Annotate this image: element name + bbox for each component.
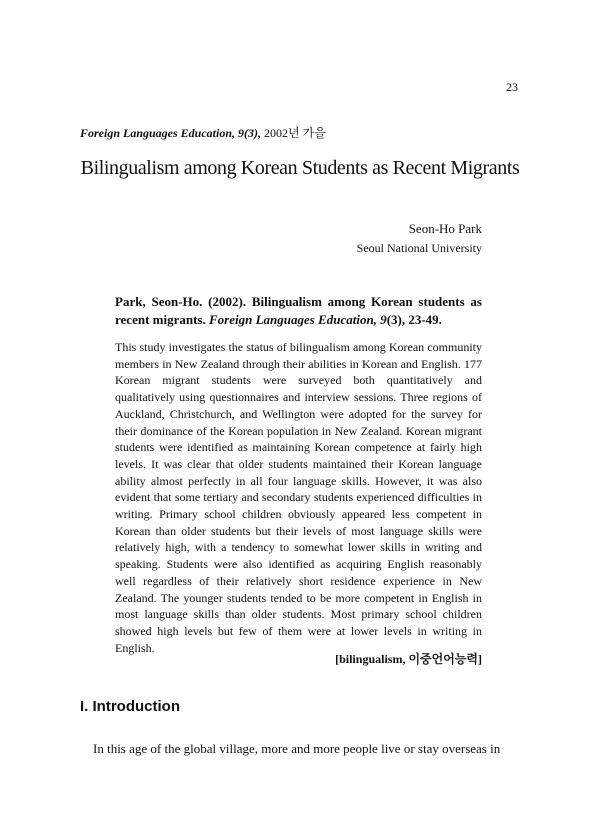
citation-suffix: (3), 23-49. [386,312,442,327]
paper-title: Bilingualism among Korean Students as Recent Migrants [80,157,520,179]
keywords: [bilingualism, 이중언어능력] [335,652,482,666]
section-heading: I. Introduction [80,698,180,715]
citation [115,293,482,329]
journal-header [80,124,326,141]
page-number: 23 [506,80,518,94]
journal-volume: 9(3), [238,126,262,140]
journal-name: Foreign Languages Education, [80,126,236,140]
abstract: This study investigates the status of bilingualism among Korean community members in New Zealand through their abilities in Korean and English. 177 Korean migrant students were surveyed both quantitatively and qualitatively using questionnaires and interview sessions. Three regions of Auckland, Christchurch, and Wellington were adopted for the survey for their dominance of the Korean population in New Zealand. Korean migrant students were identified as maintaining Korean competence at fairly high levels. It was clear that older students maintained their Korean language ability almost perfectly in all four language skills. However, it was also evident that some tertiary and secondary students experienced difficulties in writing. Primary school children obviously appeared less competent in Korean than older students but their levels of most language skills were relatively high, with a tendency to somewhat lower skills in writing and speaking. Students were also identified as acquiring English reasonably well regardless of their relatively short residence experience in New Zealand. The younger students tended to be more competent in English in most language skills than older students. Most primary school children showed high levels but few of them were at lower levels in writing in English. [115,340,482,655]
citation-prefix: Park, Seon-Ho. (2002). Bilingualism among Korean students as recent migrants. [115,294,482,327]
journal-year-season: 2002년 가을 [264,126,326,140]
author-affiliation: Seoul National University [356,241,482,255]
author-name: Seon-Ho Park [408,221,482,236]
citation-journal: Foreign Languages Education, 9 [208,312,387,327]
intro-paragraph: In this age of the global village, more and more people live or stay overseas in [93,741,501,756]
